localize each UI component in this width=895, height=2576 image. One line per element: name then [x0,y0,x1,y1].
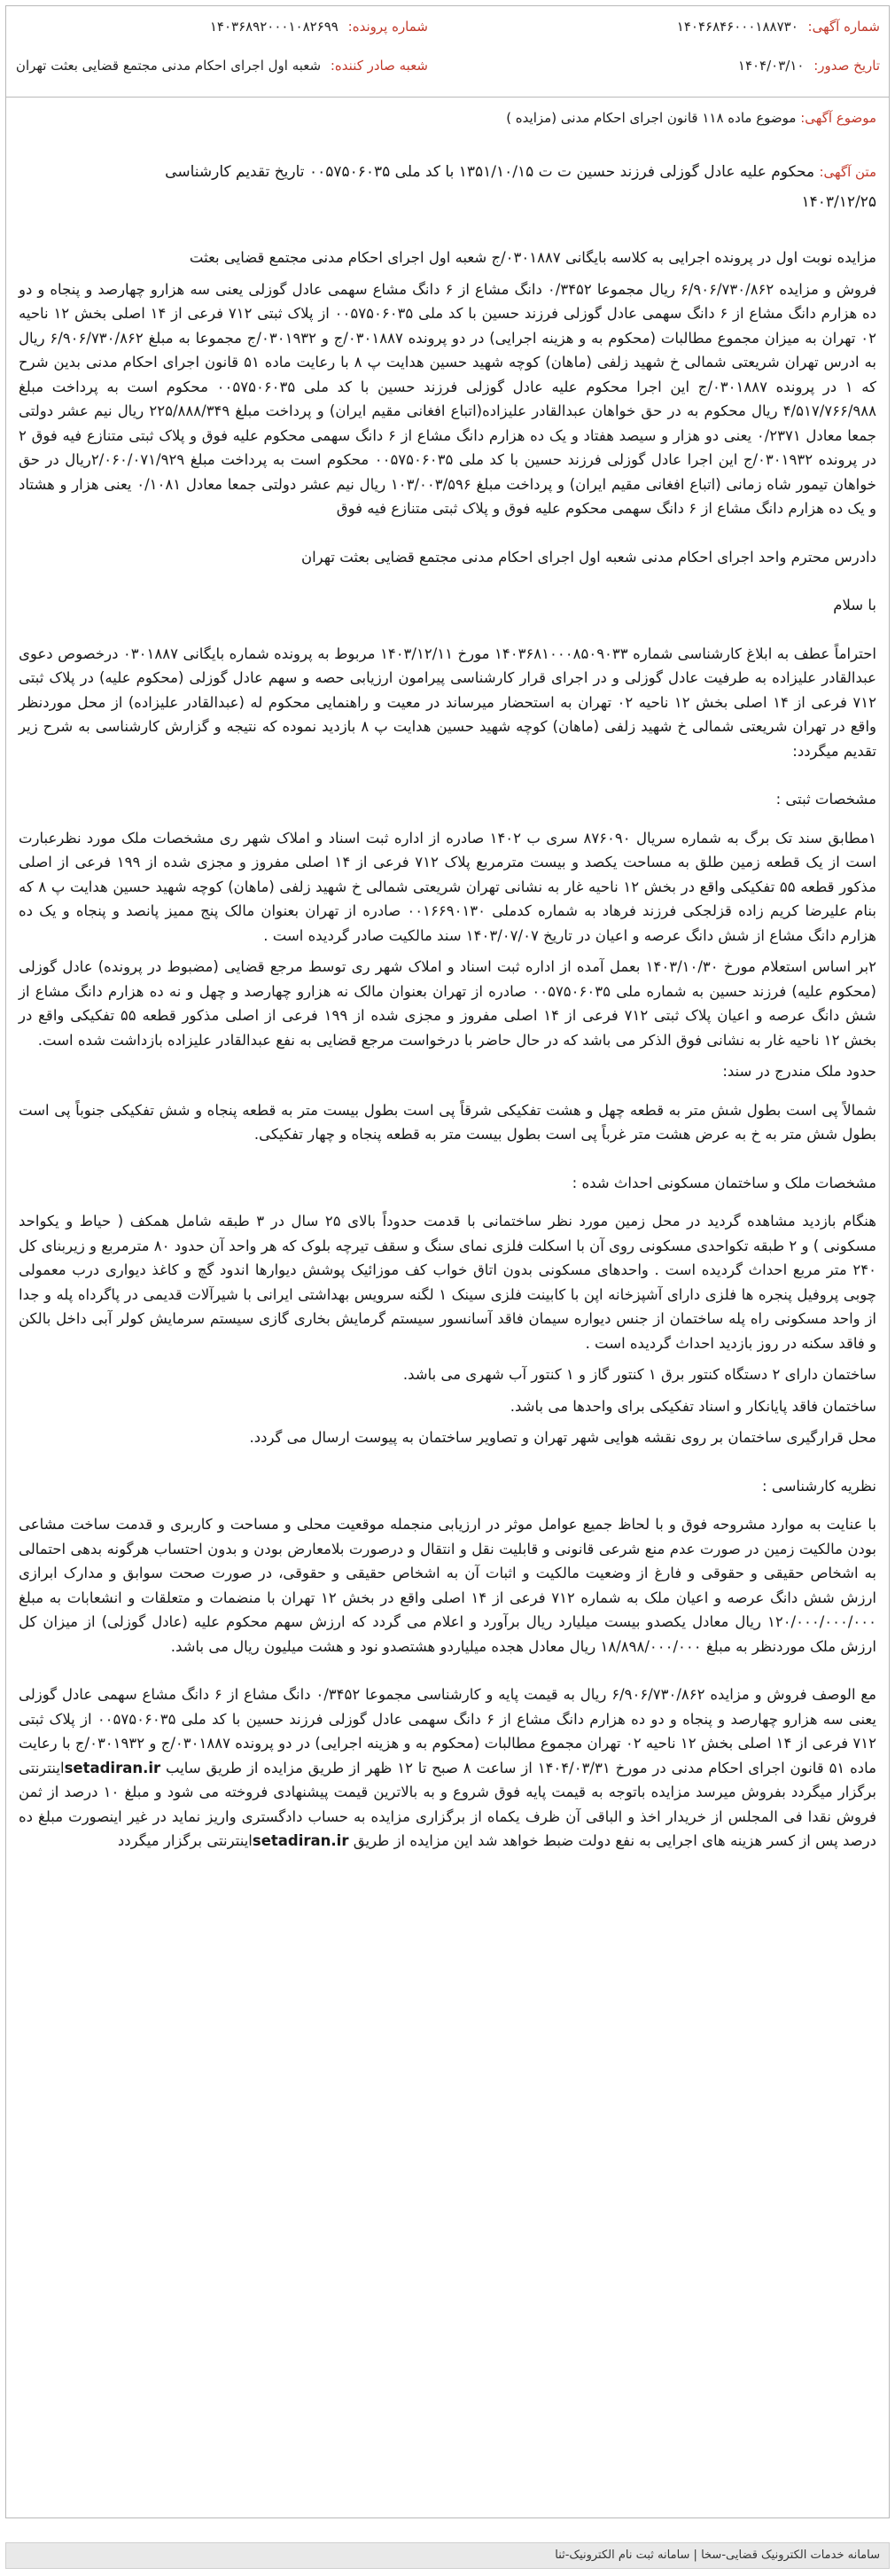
issuing-branch-field [16,51,428,81]
greeting-line: با سلام [833,597,876,613]
header-row-1 [6,12,889,42]
issue-date-value: ۱۴۰۴/۰۳/۱۰ [737,58,805,74]
registry-details-heading: مشخصات ثبتی : [775,791,876,808]
subject-value: موضوع ماده ۱۱۸ قانون اجرای احکام مدنی (مزایده ) [506,110,797,126]
page-footer [5,2542,890,2569]
boundaries-heading: حدود ملک مندرج در سند: [722,1063,876,1080]
file-number-field [210,12,428,42]
file-number-label: شماره پرونده: [347,19,428,35]
notice-header [6,6,889,98]
subject-label: موضوع آگهی: [800,110,876,126]
auction-terms-part-2: اینترنتی برگزار میگردد بفروش میرسد مزایده باتوجه به قیمت پایه فوق شروع و به بالاترین قیمت پیشنهادی فروخته می شود و مبلغ ۱۰ درصد از ثمن فروش نقدا فی المجلس از خریدار اخذ و الباقی آن ظرف یکماه از برگزاری مزایده به حساب دادگستری واریز نماید در غیر اینصورت مبلغ ده درصد پس از کسر هزینه های اجرایی به نفع دولت ضبط خواهد شد این مزایده از طریق [19,1759,877,1849]
building-details-heading: مشخصات ملک و ساختمان مسکونی احداث شده : [572,1174,876,1191]
issuing-branch-value: شعبه اول اجرای احکام مدنی مجتمع قضایی بعثت تهران [15,58,322,74]
addressee-line: دادرس محترم واحد اجرای احکام مدنی شعبه اول اجرای احکام مدنی مجتمع قضایی بعثت تهران [300,548,876,566]
building-description-paragraph: هنگام بازدید مشاهده گردید در محل زمین مورد نظر ساختمانی با قدمت حدوداً بالای ۲۵ سال در ۳ طبقه شامل همکف ( حیاط و یکواحد مسکونی ) و ۲ طبقه تکواحدی مسکونی روی آن با اسکلت فلزی نمای سنگ و سقف تیرچه بلوک که هر واحد آن حدود ۸۰ مترمربع و زیربنای کل ۲۴۰ متر مربع احداث گردیده است . واحدهای مسکونی بدون اتاق خواب کف موزائیک پوشش دیوارها اندود گچ و کاغذ دیواری درب معمولی چوبی پروفیل پنجره ها فلزی دارای آشپزخانه اپن با کابینت فلزی سینک ۱ لگنه سرویس بهداشتی ایرانی با شیرآلات قدیمی در پاگرداه پله و جدا از واحد مسکونی راه پله ساختمان از جنس دیواره سیمان فاقد آسانسور سیستم گرمایش بخاری گازی سیستم سرمایش کولر آبی داخل بالکن و فاقد سکنه در روز بازدید احداث گردیده است . [19,1213,876,1352]
map-attachment-line: محل قرارگیری ساختمان بر روی نقشه هوایی شهر تهران و تصاویر ساختمان به پیوست ارسال می گردد. [249,1429,876,1446]
notice-body [19,246,876,1877]
auction-round-intro: مزایده نوبت اول در پرونده اجرایی به کلاسه بایگانی ۰۳۰۱۸۸۷/ج شعبه اول اجرای احکام مدنی مجتمع قضایی بعثت [189,249,876,266]
permit-line: ساختمان فاقد پایانکار و اسناد تفکیکی برای واحدها می باشد. [510,1397,876,1415]
ad-number-label: شماره آگهی: [807,19,880,35]
file-number-value: ۱۴۰۳۶۸۹۲۰۰۰۱۰۸۲۶۹۹ [209,19,339,35]
expert-intro-paragraph: احتراماً عطف به ابلاغ کارشناسی شماره ۱۴۰۳۶۸۱۰۰۰۸۵۰۹۰۳۳ مورخ ۱۴۰۳/۱۲/۱۱ مربوط به پرونده شماره بایگانی ۰۳۰۱۸۸۷ درخصوص دعوی عبدالقادر علیزاده به طرفیت عادل گوزلی و در اجرای قرار کارشناسی پیرامون ارزیابی حصه و سهم عادل گوزلی (محکوم علیه) در پلاک ثبتی ۷۱۲ فرعی از ۱۴ اصلی بخش ۱۲ ناحیه ۰۲ تهران به استحضار میرساند در معیت و راهنمایی محکوم له (عبدالقادر علیزاده) از محل موردنظر واقع در تهران شریعتی شمالی خ شهید زلفی (ماهان) کوچه شهید حسین هدایت پ ۸ بازدید نموده که نتیجه و گزارش کارشناسی به شرح زیر تقدیم میگردد: [19,644,876,760]
expert-opinion-paragraph: با عنایت به موارد مشروحه فوق و با لحاظ جمیع عوامل موثر در ارزیابی منجمله موقعیت محلی و مساحت و کاربری و قدمت ساخت مشاعی بودن مالکیت زمین در صورت عدم منع شرعی قانونی و قابلیت نقل و انتقال و درصورت بلامعارض بودن و بدون احتساب هرگونه بدهی احتمالی به اشخاص حقیقی و حقوقی و فارغ از وضعیت مالکیت و اثبات آن به اشخاص حقیقی و حقوقی، در صورت صحت سوابق و مدارک ابرازی ارزش شش دانگ عرصه و اعیان ملک به شماره ۷۱۲ فرعی از ۱۴ اصلی واقع در بخش ۱۲ تهران با منضمات و متعلقات و انشعابات به مبلغ ۱۲۰/۰۰۰/۰۰۰/۰۰۰ ریال معادل یکصدو بیست میلیارد ریال برآورد و اعلام می گردد که ارزش سهم محکوم علیه (عادل گوزلی) از میزان کل ارزش ملک موردنظر به مبلغ ۱۸/۸۹۸/۰۰۰/۰۰۰ ریال معادل هجده میلیاردو هشتصدو نود و هشت میلیون ریال می باشد. [19,1516,876,1655]
footer-text[interactable]: سامانه خدمات الکترونیک قضایی-سخا | سامانه ثبت نام الکترونیک-ثنا [555,2549,880,2562]
notice-frame [5,5,890,2518]
registry-item-1: ۱مطابق سند تک برگ به شماره سریال ۸۷۶۰۹۰ سری ب ۱۴۰۲ صادره از اداره ثبت اسناد و املاک شهر ری مشخصات ملک مورد نظرعبارت است از یک قطعه زمین طلق به مساحت یکصد و بیست مترمربع پلاک ۷۱۲ فرعی از ۱۴ اصلی مفروز و مجزی شده از ۱۹۹ فرعی از اصلی مذکور قطعه ۵۵ تفکیکی واقع در بخش ۱۲ ناحیه غار به نشانی تهران شریعتی شمالی خ شهید زلفی (ماهان) کوچه شهید حسین هدایت پ ۸ که بنام علیرضا کریم زاده قزلجکی فرزند فرهاد به شماره کدملی ۰۰۱۶۶۹۰۱۳۰ صادره از تهران بعنوان مالک پنج ممیز پانصد و پنجاه و یک ده هزارم دانگ مشاع از شش دانگ عرصه و اعیان در تاریخ ۱۴۰۳/۰۷/۰۷ سند مالکیت صادر گردیده است . [19,829,876,944]
ad-text-line-2: ۱۴۰۳/۱۲/۲۵ [801,193,876,211]
registry-item-2: ۲بر اساس استعلام مورخ ۱۴۰۳/۱۰/۳۰ بعمل آمده از اداره ثبت اسناد و املاک شهر ری توسط مرجع قضایی (مضبوط در پرونده) عادل گوزلی (محکوم علیه) فرزند حسین به شماره ملی ۰۰۵۷۵۰۶۰۳۵ صادره از تهران بعنوان مالک نه هزارو چهارصد و چهل و نه ده هزارم دانگ مشاع از شش دانگ عرصه و اعیان پلاک ثبتی ۷۱۲ فرعی از ۱۴ اصلی مفروز و مجزی شده از ۱۹۹ فرعی از اصلی مذکور قطعه ۵۵ تفکیکی واقع در بخش ۱۲ ناحیه غار به نشانی فوق الذکر می باشد که در حال حاضر با درخواست مرجع قضایی به نفع عبدالقادر علیزاده بازداشت شده است. [19,958,877,1049]
auction-terms-paragraph [19,1682,876,1854]
auction-summary-paragraph: فروش و مزایده ۶/۹۰۶/۷۳۰/۸۶۲ ریال مجموعا ۰/۳۴۵۲ دانگ مشاع از ۶ دانگ مشاع سهمی عادل گوزلی یعنی سه هزارو چهارصد و پنجاه و دو ده هزارم دانگ مشاع از ۶ دانگ سهمی عادل گوزلی فرزند حسین با کد ملی ۰۰۵۷۵۰۶۰۳۵ از پلاک ثبتی ۷۱۲ فرعی از ۱۴ اصلی بخش ۱۲ ناحیه ۰۲ تهران به میزان مجموع مطالبات (محکوم به و هزینه اجرایی) در دو پرونده ۰۳۰۱۸۸۷/ج و ۰۳۰۱۹۳۲/ج مجموعا به مبلغ ۶/۹۰۶/۷۳۰/۸۶۲ ریال به ادرس تهران شریعتی شمالی خ شهید زلفی (ماهان) کوچه شهید حسین هدایت پ ۸ با رعایت ماده ۵۱ قانون اجرای احکام مدنی بدین شرح که ۱ در پرونده ۰۳۰۱۸۸۷/ج این اجرا محکوم علیه عادل گوزلی فرزند حسین با کد ملی ۰۰۵۷۵۰۶۰۳۵ محکوم است به پرداخت مبلغ ۴/۵۱۷/۷۶۶/۹۸۸ ریال محکوم به در حق خواهان عبدالقادر علیزاده(اتباع افغانی مقیم ایران) و پرداخت مبلغ ۲۲۵/۸۸۸/۳۴۹ ریال نیم عشر دولتی جمعا معادل ۰/۲۳۷۱ یعنی دو هزار و سیصد هفتاد و یک ده هزارم دانگ مشاع از ۶ دانگ سهمی محکوم علیه فوق و پلاک ثبتی متنازع فیه فوق ۲ در پرونده ۰۳۰۱۹۳۲/ج این اجرا عادل گوزلی فرزند حسین با کد ملی ۰۰۵۷۵۰۶۰۳۵ محکوم است به پرداخت مبلغ ۲/۰۶۰/۰۷۱/۹۲۹ریال در حق خواهان تیمور شاه زمانی (اتباع افغانی مقیم ایران) و پرداخت مبلغ ۱۰۳/۰۰۳/۵۹۶ ریال نیم عشر دولتی جمعا معادل ۰/۱۰۸۱ یعنی هزار و هشتاد و یک ده هزارم دانگ مشاع از ۶ دانگ سهمی محکوم علیه فوق و پلاک ثبتی متنازع فیه فوق [19,280,876,517]
issue-date-field [738,51,880,81]
setadiran-link-2[interactable]: setadiran.ir [252,1832,349,1849]
notice-ad-text [19,157,876,217]
ad-number-value: ۱۴۰۴۶۸۴۶۰۰۰۱۸۸۷۳۰ [676,19,798,35]
header-row-2 [6,51,889,81]
ad-text-line-1: محکوم علیه عادل گوزلی فرزند حسین ت ت ۱۳۵۱/۱۰/۱۵ با کد ملی ۰۰۵۷۵۰۶۰۳۵ تاریخ تقدیم کارشناسی [165,163,815,181]
setadiran-link-1[interactable]: setadiran.ir [64,1759,161,1776]
issuing-branch-label: شعبه صادر کننده: [330,58,428,74]
boundaries-paragraph: شمالاً پی است بطول شش متر به قطعه چهل و هشت تفکیکی شرقاً پی است بطول بیست متر به قطعه پنجاه و شش تفکیکی جنوباً پی است بطول شش متر به خ به عرض هشت متر غرباً پی است بطول بیست متر به قطعه پنجاه و چهار تفکیکی. [19,1101,876,1143]
auction-terms-part-1: مع الوصف فروش و مزایده ۶/۹۰۶/۷۳۰/۸۶۲ ریال به قیمت پایه و کارشناسی مجموعا ۰/۳۴۵۲ دانگ مشاع از ۶ دانگ مشاع سهمی عادل گوزلی یعنی سه هزارو چهارصد و پنجاه و دو ده هزارم دانگ مشاع از ۶ دانگ سهمی عادل گوزلی فرزند حسین با کد ملی ۰۰۵۷۵۰۶۰۳۵ از پلاک ثبتی ۷۱۲ فرعی از ۱۴ اصلی بخش ۱۲ ناحیه ۰۲ تهران مجموع مطالبات (محکوم به و هزینه اجرایی) در دو پرونده ۰۳۰۱۸۸۷/ج و ۰۳۰۱۹۳۲/ج با رعایت ماده ۵۱ قانون اجرای احکام مدنی در مورخ ۱۴۰۴/۰۳/۳۱ از ساعت ۸ صبح تا ۱۲ ظهر از طریق مزایده از طریق سایب [19,1686,877,1776]
ad-number-field [677,12,880,42]
meters-line: ساختمان دارای ۲ دستگاه کنتور برق ۱ کنتور گاز و ۱ کنتور آب شهری می باشد. [402,1366,876,1383]
notice-subject [19,105,876,130]
issue-date-label: تاریخ صدور: [813,58,880,74]
ad-text-label: متن آگهی: [819,164,876,180]
auction-terms-part-3: اینترنتی برگزار میگردد [117,1832,253,1849]
expert-opinion-heading: نظریه کارشناسی : [762,1477,876,1495]
